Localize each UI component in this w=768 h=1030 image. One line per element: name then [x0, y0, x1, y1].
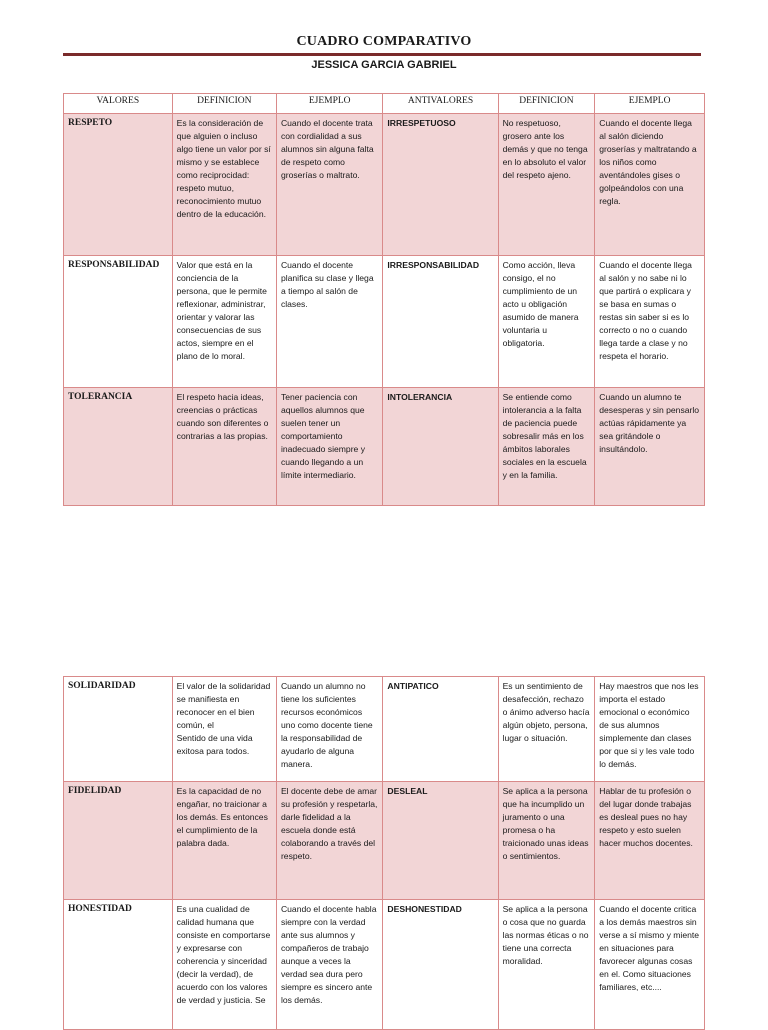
cell-valor: TOLERANCIA	[64, 388, 173, 506]
comparison-table-part-1	[63, 93, 705, 506]
cell-anti-ejemplo: Cuando el docente llega al salón diciendo groserías y maltratando a los niños como aventándoles gises o golpeándolos con una regla.	[595, 114, 705, 256]
cell-antivalor: IRRESPETUOSO	[383, 114, 498, 256]
cell-ejemplo: Tener paciencia con aquellos alumnos que suelen tener un comportamiento inadecuado siempre y cuando llegando a un límite intermediario.	[276, 388, 382, 506]
table-header-row	[64, 94, 705, 114]
cell-antivalor: IRRESPONSABILIDAD	[383, 256, 498, 388]
table-row-honestidad	[64, 900, 705, 1030]
cell-antivalor: DESLEAL	[383, 782, 498, 900]
column-header-anti-ejemplo: EJEMPLO	[595, 94, 705, 114]
cell-definicion: Es la capacidad de no engañar, no traicionar a los demás. Es entonces el cumplimiento de la palabra dada.	[172, 782, 276, 900]
column-header-anti-definicion: DEFINICION	[498, 94, 595, 114]
table-row-respeto	[64, 114, 705, 256]
cell-antivalor: INTOLERANCIA	[383, 388, 498, 506]
column-header-antivalores: ANTIVALORES	[383, 94, 498, 114]
cell-definicion: Es la consideración de que alguien o incluso algo tiene un valor por sí mismo y se establece como reciprocidad: respeto mutuo, reconocimiento mutuo dentro de la educación.	[172, 114, 276, 256]
cell-anti-ejemplo: Cuando el docente llega al salón y no sabe ni lo que partirá o explicara y se basa en sumas o restas sin saber si es lo correcto o no o cuando llega tarde a clase y no respeta el horario.	[595, 256, 705, 388]
table-row-tolerancia	[64, 388, 705, 506]
column-header-ejemplo: EJEMPLO	[276, 94, 382, 114]
cell-definicion: El valor de la solidaridad se manifiesta en reconocer en el bien común, el Sentido de una vida exitosa para todos.	[172, 677, 276, 782]
column-header-definicion: DEFINICION	[172, 94, 276, 114]
cell-antivalor: DESHONESTIDAD	[383, 900, 498, 1030]
cell-valor: HONESTIDAD	[64, 900, 173, 1030]
title-rule	[63, 53, 701, 56]
cell-anti-definicion: Se aplica a la persona que ha incumplido un juramento o una promesa o ha traicionado unas ideas o sentimientos.	[498, 782, 595, 900]
cell-antivalor: ANTIPATICO	[383, 677, 498, 782]
cell-anti-definicion: Se entiende como intolerancia a la falta de paciencia puede sobresalir más en los ámbitos laborales sociales en la escuela y en la familia.	[498, 388, 595, 506]
cell-ejemplo: Cuando un alumno no tiene los suficientes recursos económicos uno como docente tiene la responsabilidad de ayudarlo de alguna manera.	[276, 677, 382, 782]
cell-anti-ejemplo: Hay maestros que nos les importa el estado emocional o económico de sus alumnos simplemente dan clases por que si y les vale todo lo demás.	[595, 677, 705, 782]
document-title: CUADRO COMPARATIVO	[296, 34, 472, 49]
cell-ejemplo: El docente debe de amar su profesión y respetarla, darle fidelidad a la escuela donde está colaborando a través del respeto.	[276, 782, 382, 900]
cell-ejemplo: Cuando el docente trata con cordialidad a sus alumnos sin alguna falta de respeto como groserías o maltrato.	[276, 114, 382, 256]
cell-ejemplo: Cuando el docente habla siempre con la verdad ante sus alumnos y compañeros de trabajo aunque a veces la verdad sea dura pero siempre es sincero ante los demás.	[276, 900, 382, 1030]
cell-valor: RESPETO	[64, 114, 173, 256]
table-row-responsabilidad	[64, 256, 705, 388]
cell-definicion: El respeto hacia ideas, creencias o prácticas cuando son diferentes o contrarias a las propias.	[172, 388, 276, 506]
cell-valor: RESPONSABILIDAD	[64, 256, 173, 388]
cell-definicion: Es una cualidad de calidad humana que consiste en comportarse y expresarse con coherencia y sinceridad (decir la verdad), de acuerdo con los valores de verdad y justicia. Se	[172, 900, 276, 1030]
cell-anti-definicion: No respetuoso, grosero ante los demás y que no tenga en lo absoluto el valor del respeto ajeno.	[498, 114, 595, 256]
cell-anti-definicion: Es un sentimiento de desafección, rechazo o ánimo adverso hacía algún objeto, persona, lugar o situación.	[498, 677, 595, 782]
cell-anti-ejemplo: Hablar de tu profesión o del lugar donde trabajas es desleal pues no hay respeto y esto suelen hacer muchos docentes.	[595, 782, 705, 900]
author-name: JESSICA GARCIA GABRIEL	[311, 59, 457, 71]
cell-anti-definicion: Se aplica a la persona o cosa que no guarda las normas éticas o no tiene una correcta moralidad.	[498, 900, 595, 1030]
cell-anti-ejemplo: Cuando el docente critica a los demás maestros sin verse a sí mismo y miente en situaciones para favorecer algunas cosas en el. Como situaciones familiares, etc....	[595, 900, 705, 1030]
column-header-valores: VALORES	[64, 94, 173, 114]
comparison-table-part-2	[63, 676, 705, 1030]
table-row-solidaridad	[64, 677, 705, 782]
cell-definicion: Valor que está en la conciencia de la persona, que le permite reflexionar, administrar, orientar y valorar las consecuencias de sus actos, siempre en el plano de lo moral.	[172, 256, 276, 388]
cell-valor: FIDELIDAD	[64, 782, 173, 900]
cell-anti-definicion: Como acción, lleva consigo, el no cumplimiento de un acto u obligación asumido de manera voluntaria u obligatoria.	[498, 256, 595, 388]
cell-ejemplo: Cuando el docente planifica su clase y llega a tiempo al salón de clases.	[276, 256, 382, 388]
cell-valor: SOLIDARIDAD	[64, 677, 173, 782]
table-row-fidelidad	[64, 782, 705, 900]
cell-anti-ejemplo: Cuando un alumno te desesperas y sin pensarlo actúas rápidamente ya sea gritándole o insultándolo.	[595, 388, 705, 506]
